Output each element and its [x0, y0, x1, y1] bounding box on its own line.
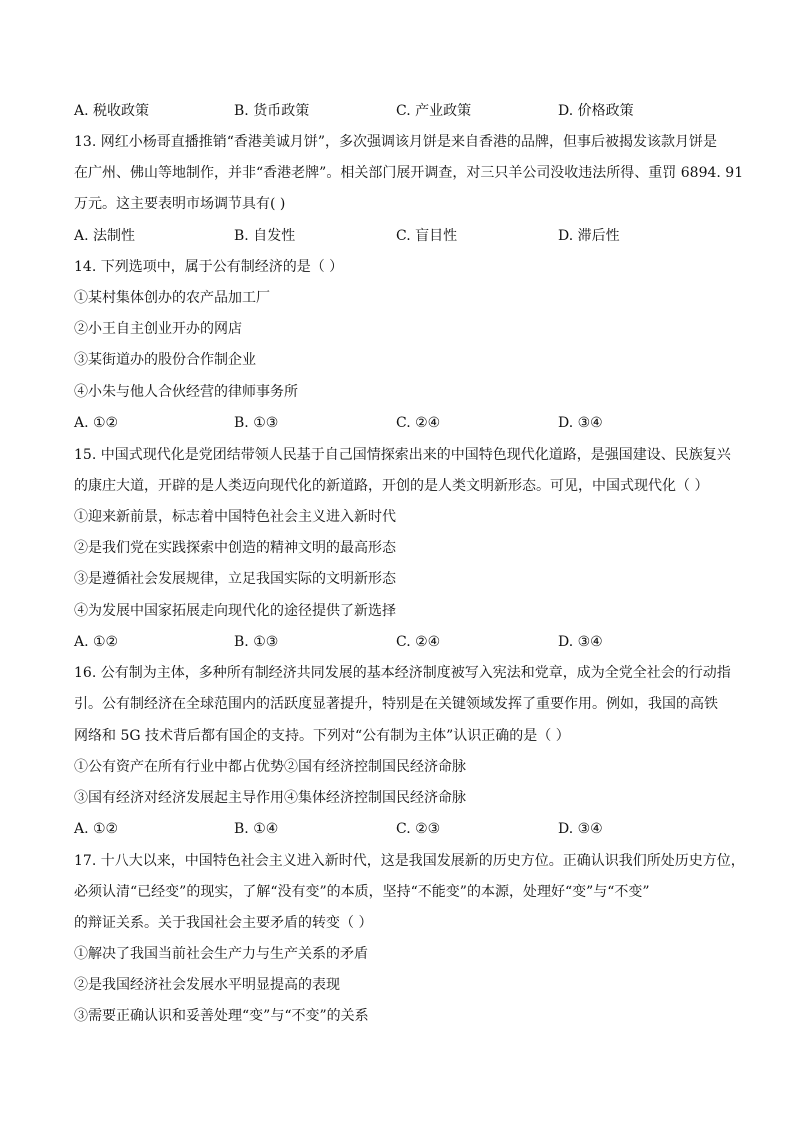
q14-stem: 14. 下列选项中，属于公有制经济的是（ ） — [74, 259, 344, 275]
q13-option-d[interactable]: D. 滞后性 — [558, 228, 620, 244]
q14-option-b[interactable]: B. ①③ — [234, 415, 279, 431]
q14-option-d[interactable]: D. ③④ — [558, 415, 603, 431]
q15-stem-line-2: 的康庄大道，开辟的是人类迈向现代化的新道路，开创的是人类文明新形态。可见，中国式现代化（ ） — [74, 478, 709, 494]
q13-stem-line-1: 13. 网红小杨哥直播推销“香港美诚月饼”，多次强调该月饼是来自香港的品牌，但事后被揭发该款月饼是 — [74, 134, 718, 150]
q12-options — [74, 101, 720, 121]
q16-stem-line-1: 16. 公有制为主体，多种所有制经济共同发展的基本经济制度被写入宪法和党章，成为全党全社会的行动指 — [74, 665, 731, 681]
q13-stem-line-2: 在广州、佛山等地制作，并非“香港老牌”。相关部门展开调查，对三只羊公司没收违法所得、重罚 6894. 91 — [74, 165, 744, 181]
q14-item-2: ②小王自主创业开办的网店 — [74, 321, 242, 337]
q17-stem-line-2: 必须认清“已经变”的现实，了解“没有变”的本质，坚持“不能变”的本源，处理好“变”与“不变” — [74, 884, 650, 900]
q16-option-d[interactable]: D. ③④ — [558, 821, 603, 837]
q12-option-d[interactable]: D. 价格政策 — [558, 103, 634, 119]
q15-item-4: ④为发展中国家拓展走向现代化的途径提供了新选择 — [74, 603, 396, 619]
q16-option-b[interactable]: B. ①④ — [234, 821, 279, 837]
q16-option-c[interactable]: C. ②③ — [396, 821, 441, 837]
q17-stem-line-1: 17. 十八大以来，中国特色社会主义进入新时代，这是我国发展新的历史方位。正确认识我们所处历史方位， — [74, 853, 745, 869]
q17-item-3: ③需要正确认识和妥善处理“变”与“不变”的关系 — [74, 1008, 369, 1024]
q12-option-b[interactable]: B. 货币政策 — [234, 103, 310, 119]
q15-option-c[interactable]: C. ②④ — [396, 634, 441, 650]
q15-item-3: ③是遵循社会发展规律，立足我国实际的文明新形态 — [74, 571, 396, 587]
q16-options — [74, 819, 720, 839]
q14-option-a[interactable]: A. ①② — [74, 415, 119, 431]
q15-stem-line-1: 15. 中国式现代化是党团结带领人民基于自己国情探索出来的中国特色现代化道路，是强国建设、民族复兴 — [74, 447, 731, 463]
q12-option-a[interactable]: A. 税收政策 — [74, 103, 150, 119]
q17-stem-line-3: 的辩证关系。关于我国社会主要矛盾的转变（ ） — [74, 915, 373, 931]
q16-stem-line-2: 引。公有制经济在全球范围内的活跃度显著提升，特别是在关键领域发挥了重要作用。例如，我国的高铁 — [74, 696, 718, 712]
q15-item-1: ①迎来新前景，标志着中国特色社会主义进入新时代 — [74, 509, 396, 525]
q15-option-a[interactable]: A. ①② — [74, 634, 119, 650]
q14-options — [74, 413, 720, 433]
q14-item-3: ③某街道办的股份合作制企业 — [74, 352, 256, 368]
q13-option-c[interactable]: C. 盲目性 — [396, 228, 458, 244]
q15-option-b[interactable]: B. ①③ — [234, 634, 279, 650]
q15-item-2: ②是我们党在实践探索中创造的精神文明的最高形态 — [74, 540, 396, 556]
q13-options — [74, 226, 720, 246]
q13-option-b[interactable]: B. 自发性 — [234, 228, 296, 244]
q13-stem-line-3: 万元。这主要表明市场调节具有( ) — [74, 196, 286, 212]
q17-item-1: ①解决了我国当前社会生产力与生产关系的矛盾 — [74, 946, 368, 962]
q15-options — [74, 632, 720, 652]
q16-item-1: ①公有资产在所有行业中都占优势②国有经济控制国民经济命脉 — [74, 759, 466, 775]
q14-item-1: ①某村集体创办的农产品加工厂 — [74, 290, 270, 306]
q16-option-a[interactable]: A. ①② — [74, 821, 119, 837]
q16-stem-line-3: 网络和 5G 技术背后都有国企的支持。下列对“公有制为主体”认识正确的是（ ） — [74, 728, 570, 744]
q17-item-2: ②是我国经济社会发展水平明显提高的表现 — [74, 977, 340, 993]
q13-option-a[interactable]: A. 法制性 — [74, 228, 136, 244]
q14-item-4: ④小朱与他人合伙经营的律师事务所 — [74, 384, 298, 400]
q16-item-2: ③国有经济对经济发展起主导作用④集体经济控制国民经济命脉 — [74, 790, 466, 806]
q14-option-c[interactable]: C. ②④ — [396, 415, 441, 431]
q12-option-c[interactable]: C. 产业政策 — [396, 103, 472, 119]
q15-option-d[interactable]: D. ③④ — [558, 634, 603, 650]
